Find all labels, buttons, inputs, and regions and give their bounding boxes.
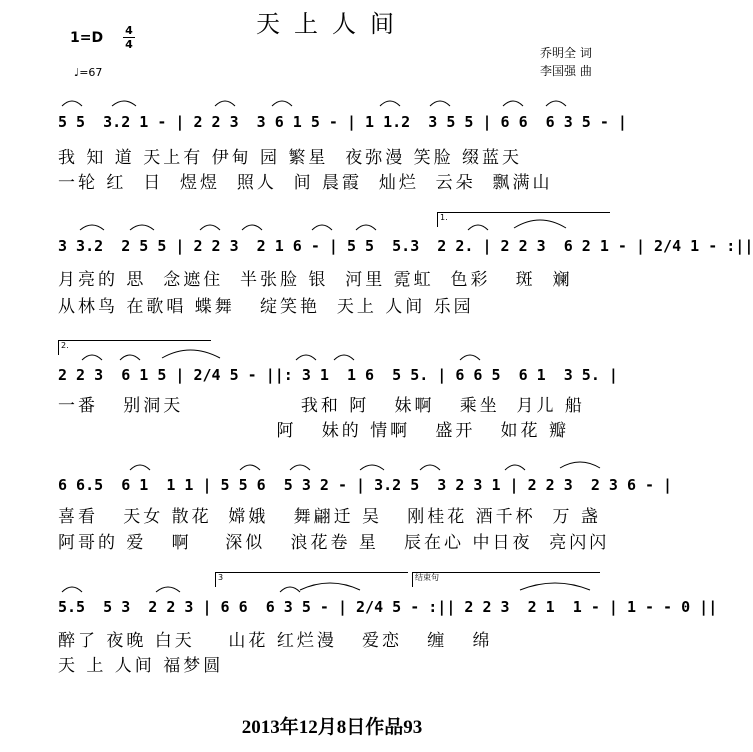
lyric-row-1-verse-2: 一轮 红 日 煜煜 照人 间 晨霞 灿烂 云朵 飘满山 bbox=[58, 173, 553, 193]
composition-date: 2013年12月8日作品93 bbox=[241, 717, 423, 738]
time-signature-bottom: 4 bbox=[125, 38, 133, 51]
notation-row-5: 5.5 5 3 2 2 3 | 6 6 6 3 5 - | 2/4 5 - :|| 2 2 3 2 1 1 - | 1 - - 0 || bbox=[58, 598, 718, 616]
lyric-row-4-verse-2: 阿哥的 爱 啊 深似 浪花卷 星 辰在心 中日夜 亮闪闪 bbox=[58, 533, 610, 553]
lyric-row-3-verse-1: 一番 别洞天 我和 阿 妹啊 乘坐 月儿 船 bbox=[58, 396, 585, 416]
notation-row-2: 3 3.2 2 5 5 | 2 2 3 2 1 6 - | 5 5 5.3 2 2. | 2 2 3 6 2 1 - | 2/4 1 - :|| bbox=[58, 237, 753, 255]
lyric-row-1-verse-1: 我 知 道 天上有 伊甸 园 繁星 夜弥漫 笑脸 缀蓝天 bbox=[58, 148, 523, 168]
tempo-marking: ♩=67 bbox=[74, 66, 103, 79]
lyric-row-2-verse-2: 从林鸟 在歌唱 蝶舞 绽笑艳 天上 人间 乐园 bbox=[58, 297, 474, 317]
notation-row-3: 2 2 3 6 1 5 | 2/4 5 - ||: 3 1 1 6 5 5. | 6 6 5 6 1 3 5. | bbox=[58, 366, 618, 384]
lyricist-credit: 乔明全 词 bbox=[540, 46, 592, 60]
volta-bracket-3: 3 bbox=[215, 572, 408, 587]
volta-bracket-ending: 结束句 bbox=[412, 572, 600, 587]
lyric-row-4-verse-1: 喜看 天女 散花 嫦娥 舞翩迁 吴 刚桂花 酒千杯 万 盏 bbox=[58, 507, 601, 527]
volta-bracket-2: 2. bbox=[58, 340, 211, 355]
lyric-row-2-verse-1: 月亮的 思 念遮住 半张脸 银 河里 霓虹 色彩 斑 斓 bbox=[58, 270, 573, 290]
lyric-row-5-verse-1: 醉了 夜晚 白天 山花 红烂漫 爱恋 缠 绵 bbox=[58, 631, 493, 651]
song-title: 天上人间 bbox=[256, 10, 408, 38]
composer-credit: 李国强 曲 bbox=[540, 64, 592, 78]
time-signature-top: 4 bbox=[125, 24, 133, 37]
notation-row-4: 6 6.5 6 1 1 1 | 5 5 6 5 3 2 - | 3.2 5 3 2 3 1 | 2 2 3 2 3 6 - | bbox=[58, 476, 673, 494]
lyric-row-5-verse-2: 天 上 人间 福梦圆 bbox=[58, 656, 224, 676]
volta-bracket-1: 1. bbox=[437, 212, 610, 227]
lyric-row-3-verse-2: 阿 妹的 情啊 盛开 如花 瓣 bbox=[58, 421, 569, 441]
notation-row-1: 5 5 3.2 1 - | 2 2 3 3 6 1 5 - | 1 1.2 3 5 5 | 6 6 6 3 5 - | bbox=[58, 113, 627, 131]
time-signature bbox=[123, 25, 135, 50]
key-signature: 1=D bbox=[70, 30, 104, 46]
